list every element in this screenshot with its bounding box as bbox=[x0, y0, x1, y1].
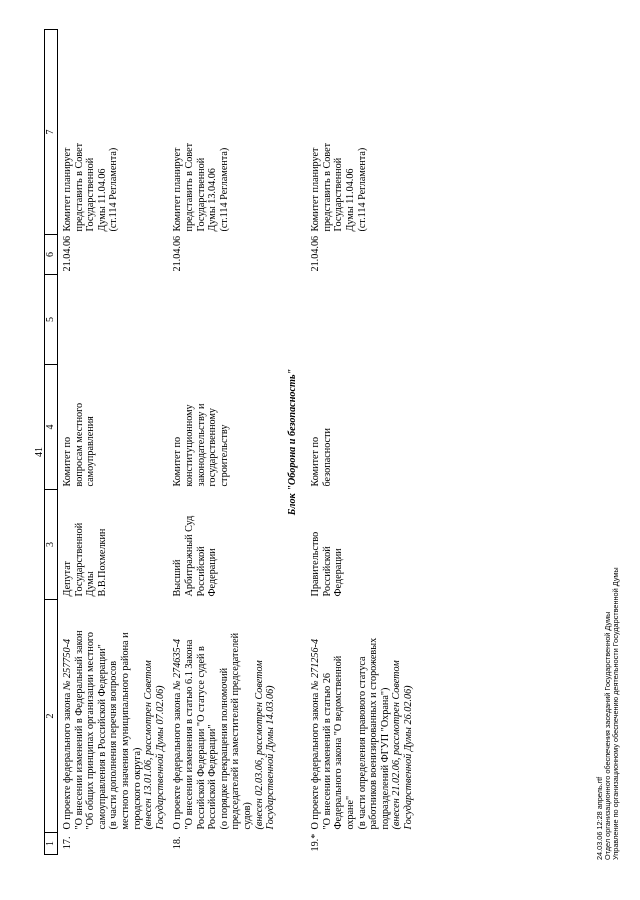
note-line: Думы 11.04.06 bbox=[345, 168, 357, 232]
initiator bbox=[306, 490, 416, 600]
bill-heading bbox=[172, 603, 184, 830]
bill-status-line: Государственной Думы 07.02.06) bbox=[154, 685, 166, 830]
initiator-line: В.В.Похмелкин bbox=[96, 528, 108, 597]
bill-status-line: (внесен 21.02.06, рассмотрен Советом bbox=[391, 660, 403, 830]
bills-table bbox=[44, 29, 417, 855]
bill-status-line: (внесен 02.03.06, рассмотрен Советом bbox=[253, 660, 265, 830]
header-cell: 1 bbox=[45, 833, 58, 855]
bill-title-line: городского округа) bbox=[131, 747, 143, 830]
block-heading-row bbox=[279, 30, 307, 855]
date-cell: 21.04.06 bbox=[310, 235, 322, 272]
note-line: Государственной bbox=[195, 157, 207, 232]
initiator-line: Государственной bbox=[73, 522, 85, 597]
committee-line: строительству bbox=[218, 424, 230, 487]
committee-line: Комитет по bbox=[172, 436, 184, 487]
header-cell: 4 bbox=[45, 365, 58, 490]
bill-status-line: (внесен 13.01.06, рассмотрен Советом bbox=[143, 660, 155, 830]
bill-description bbox=[58, 600, 169, 833]
note-line: Государственной bbox=[333, 157, 345, 232]
bill-title-line: работников военизированных и сторожевых bbox=[368, 637, 380, 830]
committee bbox=[58, 365, 169, 490]
bill-title-line: (в части определения правового статуса bbox=[356, 656, 368, 830]
header-cell: 5 bbox=[45, 275, 58, 365]
bill-number: № 271256-4 bbox=[310, 638, 322, 691]
committee-line: безопасности bbox=[321, 428, 333, 487]
bill-title-line: Федерального закона "О ведомственной bbox=[333, 655, 345, 830]
bill-status-line: Государственной Думы 26.02.06) bbox=[403, 685, 415, 830]
note-line: представить в Совет bbox=[183, 142, 195, 232]
block-title: Блок "Оборона и безопасность" bbox=[286, 368, 298, 516]
initiator-line: Думы bbox=[85, 571, 97, 597]
committee-line: вопросам местного bbox=[73, 402, 85, 487]
initiator-line: Российской bbox=[321, 546, 333, 597]
header-cell: 6 bbox=[45, 235, 58, 275]
date-cell: 21.04.06 bbox=[172, 235, 184, 272]
bill-prefix: О проекте федерального закона bbox=[172, 690, 184, 830]
bill-number: № 257750-4 bbox=[62, 638, 73, 691]
committee bbox=[168, 365, 278, 490]
note-line: (ст.114 Регламента) bbox=[218, 147, 230, 232]
committee-line: конституционному bbox=[183, 404, 195, 487]
bill-status-line: Государственной Думы 14.03.06) bbox=[265, 685, 277, 830]
note-line: представить в Совет bbox=[321, 142, 333, 232]
bill-description bbox=[168, 600, 278, 833]
initiator-line: Правительство bbox=[310, 531, 322, 597]
bill-prefix: О проекте федерального закона bbox=[310, 690, 322, 830]
bill-title-line: "О внесении изменения в статью 6.1 Закона bbox=[183, 639, 195, 830]
note-line: (ст.114 Регламента) bbox=[356, 147, 368, 232]
bill-title-line: местного значения муниципального района и bbox=[119, 632, 131, 830]
bill-description bbox=[306, 600, 416, 833]
committee bbox=[306, 365, 416, 490]
initiator-line: Депутат bbox=[62, 561, 73, 597]
date-cell: 21.04.06 bbox=[62, 235, 73, 272]
initiator bbox=[58, 490, 169, 600]
bill-title-line: председателей и заместителей председателей bbox=[230, 632, 242, 830]
bill-title-line: подразделений ФГУП "Охрана") bbox=[379, 687, 391, 830]
bill-title-line: (в части дополнения перечня вопросов bbox=[108, 660, 120, 830]
footer-line: 24.03.06 12:28 апрель.rtf bbox=[595, 776, 604, 860]
initiator-line: Федерации bbox=[333, 548, 345, 597]
bill-title-line: судов) bbox=[241, 802, 253, 830]
initiator-line: Российской bbox=[195, 546, 207, 597]
bill-title-line: Российской Федерации "О статусе судей в bbox=[195, 646, 207, 830]
committee-line: государственному bbox=[207, 408, 219, 487]
col5-cell bbox=[58, 275, 169, 365]
note-line: представить в Совет bbox=[73, 142, 85, 232]
initiator-line: Высший bbox=[172, 559, 184, 597]
bill-title-line: "Об общих принципах организации местного bbox=[85, 632, 97, 830]
bill-title-line: "О внесении изменений в Федеральный закон bbox=[73, 630, 85, 830]
footer-line: Управление по организационному обеспечению деятельности Государственной Думы bbox=[611, 567, 621, 860]
bill-prefix: О проекте федерального закона bbox=[62, 690, 73, 830]
committee-line: законодательству и bbox=[195, 403, 207, 487]
header-cell: 7 bbox=[45, 30, 58, 235]
document-footer bbox=[596, 567, 621, 860]
bill-title-line: охране" bbox=[345, 795, 357, 830]
table-row bbox=[306, 30, 416, 855]
note-line: Комитет планирует bbox=[62, 147, 73, 232]
note-line: Комитет планирует bbox=[310, 147, 322, 232]
initiator-line: Федерации bbox=[207, 548, 219, 597]
bill-title-line: "О внесении изменений в статью 26 bbox=[321, 672, 333, 830]
header-cell: 3 bbox=[45, 490, 58, 600]
footer-line: Отдел организационного обеспечения заседаний Государственной Думы bbox=[603, 611, 613, 860]
bill-heading bbox=[310, 603, 322, 830]
committee-line: Комитет по bbox=[310, 436, 322, 487]
bill-number: № 274635-4 bbox=[172, 638, 184, 691]
header-row bbox=[45, 30, 58, 855]
note-line: Думы 13.04.06 bbox=[207, 168, 219, 232]
table-row bbox=[58, 30, 169, 855]
col5-cell bbox=[306, 275, 416, 365]
committee-line: самоуправления bbox=[85, 416, 97, 487]
table-row bbox=[168, 30, 278, 855]
bill-title-line: самоуправления в Российской Федерации" bbox=[96, 644, 108, 830]
initiator-line: Арбитражный Суд bbox=[183, 515, 195, 597]
note-cell bbox=[58, 30, 169, 235]
note-line: Государственной bbox=[85, 157, 97, 232]
initiator bbox=[168, 490, 278, 600]
note-cell bbox=[168, 30, 278, 235]
bill-heading bbox=[62, 603, 74, 830]
bill-title-line: (о порядке прекращения полномочий bbox=[218, 667, 230, 830]
note-line: Комитет планирует bbox=[172, 147, 184, 232]
note-line: (ст.114 Регламента) bbox=[108, 147, 120, 232]
note-line: Думы 11.04.06 bbox=[96, 168, 108, 232]
bill-title-line: Российской Федерации" bbox=[207, 724, 219, 830]
row-number: 17. bbox=[62, 836, 73, 850]
row-number: 19.* bbox=[310, 833, 322, 852]
header-cell: 2 bbox=[45, 600, 58, 833]
row-number: 18. bbox=[172, 836, 184, 850]
committee-line: Комитет по bbox=[62, 436, 73, 487]
col5-cell bbox=[168, 275, 278, 365]
page-number: 41 bbox=[34, 447, 45, 457]
note-cell bbox=[306, 30, 416, 235]
